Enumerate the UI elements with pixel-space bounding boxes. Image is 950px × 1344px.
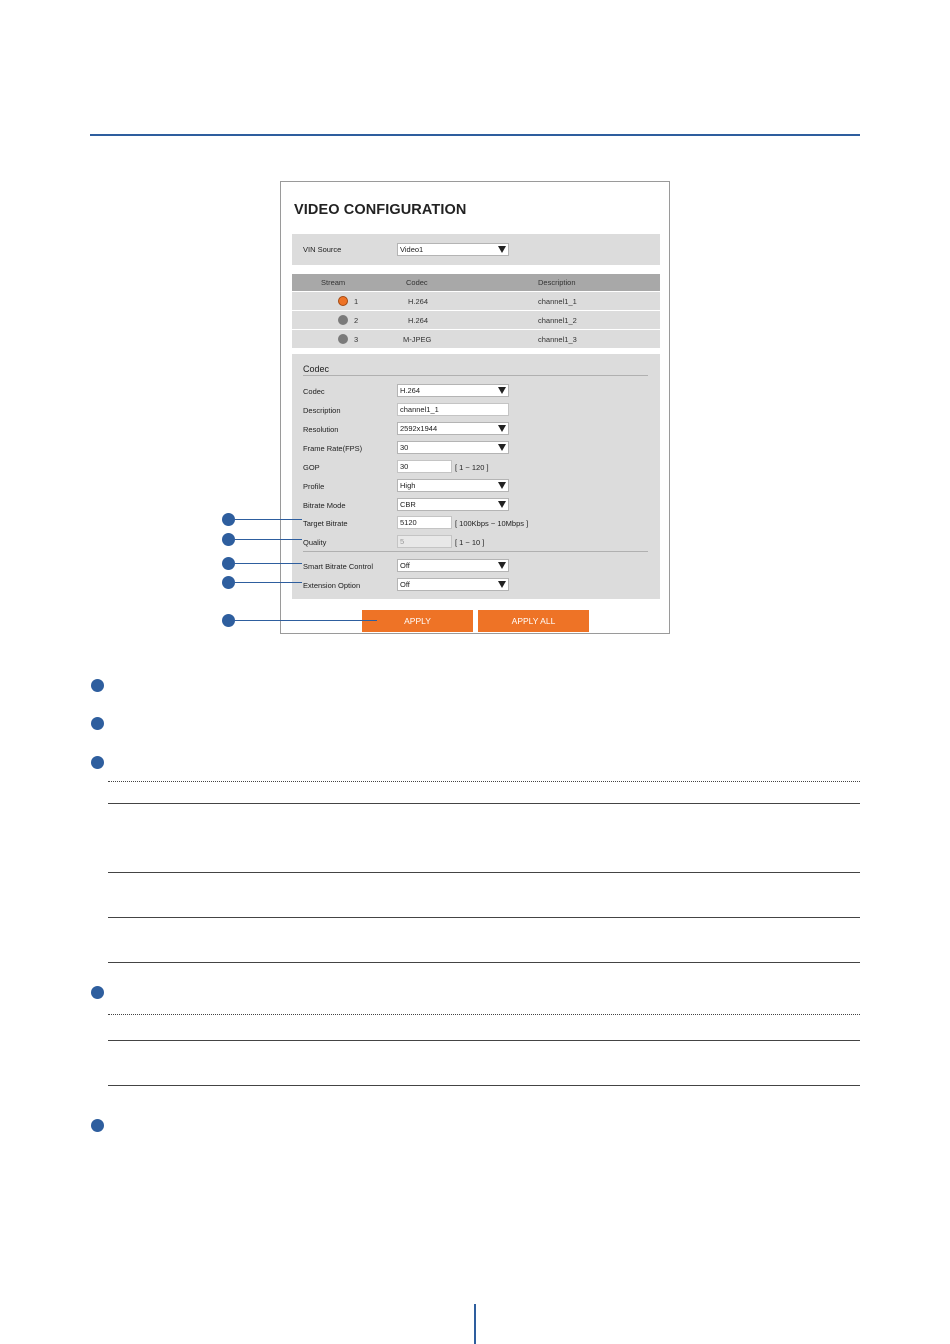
section-divider — [303, 551, 648, 552]
chevron-down-icon — [498, 246, 506, 253]
callout-line — [235, 519, 302, 520]
smart-bitrate-value: Off — [400, 561, 410, 570]
target-bitrate-label: Target Bitrate — [303, 519, 348, 528]
bullet-marker-icon — [91, 1119, 104, 1132]
stream-codec: H.264 — [408, 316, 429, 325]
apply-button[interactable]: APPLY — [362, 610, 473, 632]
bullet-marker-icon — [91, 679, 104, 692]
frame-rate-label: Frame Rate(FPS) — [303, 444, 363, 453]
bullet-marker-icon — [91, 717, 104, 730]
chevron-down-icon — [498, 444, 506, 451]
codec-section-heading: Codec — [303, 364, 330, 374]
table-top-dotted-rule — [108, 1014, 860, 1015]
gop-input[interactable]: 30 — [397, 460, 452, 473]
radio-icon[interactable] — [338, 315, 348, 325]
stream-description: channel1_2 — [538, 316, 577, 325]
extension-option-label: Extension Option — [303, 581, 361, 590]
resolution-value: 2592x1944 — [400, 424, 438, 433]
bitrate-mode-value: CBR — [400, 500, 416, 509]
gop-range: [ 1 ~ 120 ] — [455, 463, 489, 472]
vin-source-label: VIN Source — [303, 245, 342, 254]
table-rule — [108, 917, 860, 918]
stream-row-3[interactable] — [292, 330, 660, 348]
smart-bitrate-select[interactable] — [397, 559, 509, 572]
stream-description: channel1_3 — [538, 335, 577, 344]
resolution-select[interactable] — [397, 422, 509, 435]
stream-row-1[interactable] — [292, 292, 660, 310]
header-codec: Codec — [406, 278, 428, 287]
chevron-down-icon — [498, 387, 506, 394]
resolution-label: Resolution — [303, 425, 339, 434]
panel-title: VIDEO CONFIGURATION — [294, 202, 467, 218]
bitrate-mode-select[interactable] — [397, 498, 509, 511]
chevron-down-icon — [498, 501, 506, 508]
callout-line — [235, 620, 377, 621]
callout-marker-icon — [222, 557, 235, 570]
stream-number: 1 — [354, 297, 359, 306]
extension-option-select[interactable] — [397, 578, 509, 591]
callout-marker-icon — [222, 533, 235, 546]
callout-marker-icon — [222, 513, 235, 526]
description-input[interactable]: channel1_1 — [397, 403, 509, 416]
chevron-down-icon — [498, 425, 506, 432]
callout-marker-icon — [222, 614, 235, 627]
section-divider — [303, 375, 648, 376]
target-bitrate-range: [ 100Kbps ~ 10Mbps ] — [455, 519, 529, 528]
profile-label: Profile — [303, 482, 325, 491]
bullet-marker-icon — [91, 756, 104, 769]
callout-marker-icon — [222, 576, 235, 589]
footer-divider — [474, 1304, 476, 1344]
frame-rate-value: 30 — [400, 443, 409, 452]
stream-number: 3 — [354, 335, 359, 344]
smart-bitrate-label: Smart Bitrate Control — [303, 562, 374, 571]
gop-label: GOP — [303, 463, 320, 472]
quality-input[interactable]: 5 — [397, 535, 452, 548]
vin-source-section — [292, 234, 660, 265]
radio-selected-icon[interactable] — [338, 296, 348, 306]
apply-all-button[interactable]: APPLY ALL — [478, 610, 589, 632]
vin-source-select[interactable] — [397, 243, 509, 256]
header-stream: Stream — [321, 278, 346, 287]
stream-codec: H.264 — [408, 297, 429, 306]
table-rule — [108, 803, 860, 804]
codec-value: H.264 — [400, 386, 421, 395]
table-rule — [108, 1085, 860, 1086]
description-label: Description — [303, 406, 341, 415]
quality-range: [ 1 ~ 10 ] — [455, 538, 485, 547]
chevron-down-icon — [498, 562, 506, 569]
extension-option-value: Off — [400, 580, 410, 589]
radio-icon[interactable] — [338, 334, 348, 344]
target-bitrate-input[interactable]: 5120 — [397, 516, 452, 529]
chevron-down-icon — [498, 581, 506, 588]
video-configuration-panel — [280, 181, 670, 634]
stream-row-2[interactable] — [292, 311, 660, 329]
vin-source-value: Video1 — [400, 245, 424, 254]
profile-select[interactable] — [397, 479, 509, 492]
profile-value: High — [400, 481, 416, 490]
codec-settings-section — [292, 354, 660, 599]
stream-table-header — [292, 274, 660, 291]
table-rule — [108, 962, 860, 963]
bitrate-mode-label: Bitrate Mode — [303, 501, 346, 510]
chevron-down-icon — [498, 482, 506, 489]
quality-label: Quality — [303, 538, 327, 547]
table-rule — [108, 1040, 860, 1041]
stream-number: 2 — [354, 316, 359, 325]
bullet-marker-icon — [91, 986, 104, 999]
callout-line — [235, 563, 302, 564]
header-rule — [90, 134, 860, 136]
codec-label: Codec — [303, 387, 325, 396]
stream-codec: M-JPEG — [403, 335, 432, 344]
stream-description: channel1_1 — [538, 297, 577, 306]
codec-select[interactable] — [397, 384, 509, 397]
callout-line — [235, 582, 302, 583]
table-top-dotted-rule — [108, 781, 860, 782]
callout-line — [235, 539, 302, 540]
table-rule — [108, 872, 860, 873]
header-description: Description — [538, 278, 576, 287]
frame-rate-select[interactable] — [397, 441, 509, 454]
